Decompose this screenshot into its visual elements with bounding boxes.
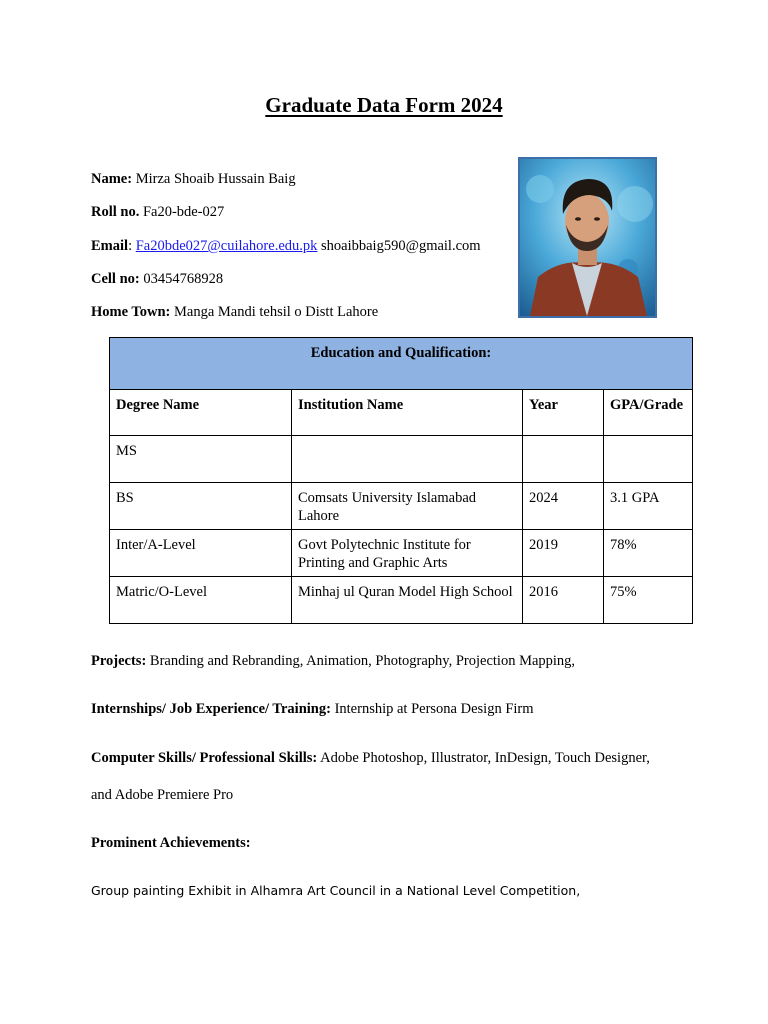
grade-cell: 78% xyxy=(604,530,693,577)
institution-cell xyxy=(292,436,523,483)
cell-value: 03454768928 xyxy=(143,271,224,287)
skills-value-line2: and Adobe Premiere Pro xyxy=(91,787,234,803)
hometown-line xyxy=(91,304,378,321)
internships-line xyxy=(91,701,534,718)
name-line xyxy=(91,171,296,188)
portrait-illustration xyxy=(520,159,655,316)
column-header-degree: Degree Name xyxy=(110,390,292,436)
internships-label: Internships/ Job Experience/ Training: xyxy=(91,701,331,717)
achievements-label: Prominent Achievements: xyxy=(91,835,251,851)
degree-cell: BS xyxy=(110,483,292,530)
roll-label: Roll no. xyxy=(91,204,140,220)
roll-line xyxy=(91,204,224,221)
projects-value: Branding and Rebranding, Animation, Photography, Projection Mapping, xyxy=(149,653,576,669)
degree-cell: Inter/A-Level xyxy=(110,530,292,577)
institution-cell: Govt Polytechnic Institute for Printing and Graphic Arts xyxy=(292,530,523,577)
table-row xyxy=(110,436,693,483)
skills-label: Computer Skills/ Professional Skills: xyxy=(91,750,318,766)
year-cell: 2019 xyxy=(523,530,604,577)
year-cell xyxy=(523,436,604,483)
hometown-label: Home Town: xyxy=(91,304,171,320)
education-heading: Education and Qualification: xyxy=(110,338,693,390)
projects-label: Projects: xyxy=(91,653,147,669)
name-label: Name: xyxy=(91,171,133,187)
achievement-item: Group painting Exhibit in Alhamra Art Council in a National Level Competition, xyxy=(91,883,581,898)
projects-line xyxy=(91,653,575,670)
year-cell: 2024 xyxy=(523,483,604,530)
table-row xyxy=(110,483,693,530)
table-header-row xyxy=(110,390,693,436)
skills-line-2 xyxy=(91,787,233,804)
column-header-grade: GPA/Grade xyxy=(604,390,693,436)
hometown-value: Manga Mandi tehsil o Distt Lahore xyxy=(174,304,379,320)
education-table xyxy=(109,337,693,624)
email-separator: : xyxy=(128,238,133,254)
table-row xyxy=(110,530,693,577)
profile-photo xyxy=(518,157,657,318)
cell-line xyxy=(91,271,223,288)
cell-label: Cell no: xyxy=(91,271,140,287)
grade-cell: 75% xyxy=(604,577,693,624)
skills-value-line1: Adobe Photoshop, Illustrator, InDesign, Touch Designer, xyxy=(320,750,650,766)
year-cell: 2016 xyxy=(523,577,604,624)
email-link[interactable]: Fa20bde027@cuilahore.edu.pk xyxy=(135,238,318,254)
grade-cell: 3.1 GPA xyxy=(604,483,693,530)
achievements-line xyxy=(91,835,251,852)
roll-value: Fa20-bde-027 xyxy=(142,204,225,220)
name-value: Mirza Shoaib Hussain Baig xyxy=(135,171,296,187)
email-line xyxy=(91,238,481,255)
grade-cell xyxy=(604,436,693,483)
email-label: Email xyxy=(91,238,129,254)
institution-cell: Minhaj ul Quran Model High School xyxy=(292,577,523,624)
degree-cell: Matric/O-Level xyxy=(110,577,292,624)
internships-value: Internship at Persona Design Firm xyxy=(334,701,534,717)
table-row xyxy=(110,577,693,624)
skills-line xyxy=(91,750,650,767)
page-title: Graduate Data Form 2024 xyxy=(265,93,503,117)
institution-cell: Comsats University Islamabad Lahore xyxy=(292,483,523,530)
email-alt: shoaibbaig590@gmail.com xyxy=(321,238,481,254)
degree-cell: MS xyxy=(110,436,292,483)
column-header-year: Year xyxy=(523,390,604,436)
column-header-institution: Institution Name xyxy=(292,390,523,436)
